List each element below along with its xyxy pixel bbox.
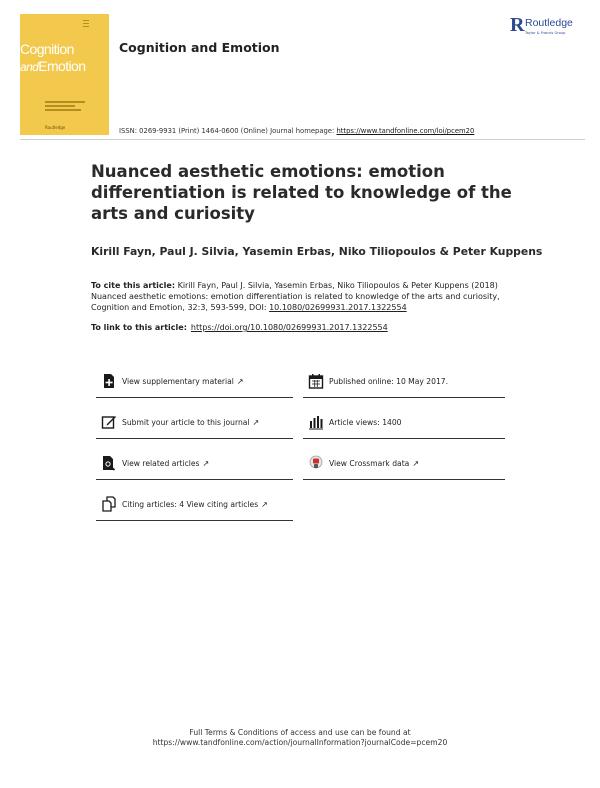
citation-label: To cite this article:	[91, 281, 176, 290]
related-label	[122, 459, 209, 468]
supplementary-label	[122, 377, 244, 386]
routledge-r-icon: R	[510, 14, 525, 36]
supplementary-tile[interactable]	[96, 369, 293, 398]
footer-terms: Full Terms & Conditions of access and use can be found at	[189, 728, 411, 737]
related-text: View related articles	[122, 459, 200, 468]
external-link-icon: ↗	[236, 377, 244, 386]
edit-icon	[101, 414, 117, 430]
cover-title-and: and	[20, 60, 39, 74]
link-label: To link to this article:	[91, 323, 187, 332]
external-link-icon: ↗	[412, 459, 420, 468]
related-tile[interactable]	[96, 451, 293, 480]
supplementary-text: View supplementary material	[122, 377, 234, 386]
citation-text: Kirill Fayn, Paul J. Silvia, Yasemin Erbas, Niko Tiliopoulos & Peter Kuppens (2018) Nuanced aesthetic emotions: emotion differentiation is related to knowledge of the arts and curiosity, Cognition and Emotion, 32:3, 593-599, DOI:	[91, 281, 500, 312]
citing-label	[122, 500, 268, 509]
crossmark-text: View Crossmark data	[329, 459, 410, 468]
external-link-icon: ↗	[202, 459, 210, 468]
journal-homepage-link[interactable]: https://www.tandfonline.com/loi/pcem20	[336, 127, 475, 135]
cover-title-emotion: Emotion	[38, 58, 86, 74]
submit-tile[interactable]	[96, 410, 293, 439]
article-link-line	[91, 323, 388, 332]
crossmark-tile[interactable]	[303, 451, 505, 480]
crossmark-icon	[308, 455, 324, 471]
issn-text: ISSN: 0269-9931 (Print) 1464-0600 (Online) Journal homepage:	[119, 127, 337, 135]
citing-text: Citing articles: 4 View citing articles	[122, 500, 259, 509]
bar-chart-icon	[308, 414, 324, 430]
crossmark-label	[329, 459, 419, 468]
issn-line	[119, 127, 474, 135]
citing-tile[interactable]	[96, 492, 293, 521]
article-views: Article views: 1400	[329, 418, 402, 427]
file-plus-icon	[101, 373, 117, 389]
publisher-name: Routledge	[525, 17, 573, 29]
citing-documents-icon	[101, 496, 117, 512]
views-tile	[303, 410, 505, 439]
cover-publisher-mark: Routledge	[45, 125, 66, 130]
calendar-icon	[308, 373, 324, 389]
published-tile	[303, 369, 505, 398]
citation-doi-link[interactable]: 10.1080/02699931.2017.1322554	[269, 303, 407, 312]
header-divider	[20, 139, 585, 140]
publisher-tagline: Taylor & Francis Group	[525, 31, 566, 35]
external-link-icon: ↗	[252, 418, 260, 427]
cover-volume-lines	[83, 20, 89, 32]
cover-title-line1: Cognition	[20, 41, 74, 57]
submit-label	[122, 418, 259, 427]
cover-small-text-lines	[45, 101, 95, 117]
routledge-logo[interactable]	[510, 14, 586, 40]
external-link-icon: ↗	[261, 500, 268, 509]
submit-text: Submit your article to this journal	[122, 418, 250, 427]
article-authors: Kirill Fayn, Paul J. Silvia, Yasemin Erbas, Niko Tiliopoulos & Peter Kuppens	[91, 245, 543, 258]
journal-cover-image	[20, 14, 109, 135]
article-doi-link[interactable]: https://doi.org/10.1080/02699931.2017.1322554	[190, 323, 388, 332]
footer-terms-link[interactable]: https://www.tandfonline.com/action/journalInformation?journalCode=pcem20	[152, 738, 448, 747]
journal-title[interactable]: Cognition and Emotion	[119, 40, 280, 55]
published-date: Published online: 10 May 2017.	[329, 377, 449, 386]
article-title: Nuanced aesthetic emotions: emotion differentiation is related to knowledge of the arts and curiosity	[91, 162, 512, 223]
cover-title-line2	[20, 58, 85, 74]
file-search-icon	[101, 455, 117, 471]
citation-block	[91, 280, 531, 313]
